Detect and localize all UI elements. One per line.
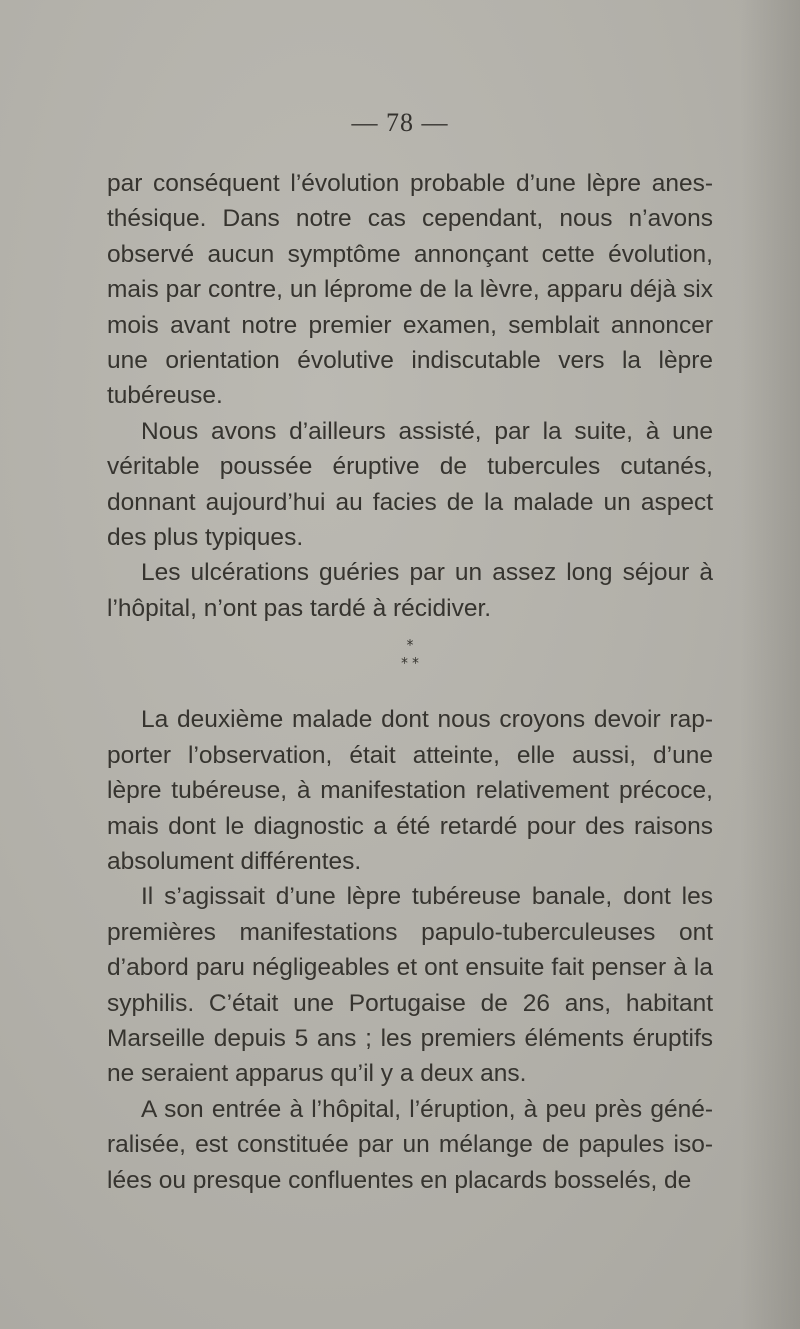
section-separator-asterism [107, 626, 713, 702]
paragraph: La deuxième malade dont nous croyons devoir rapporter l’observation, était atteinte, elle aussi, d’une lèpre tubéreuse, à manifestation relativement précoce, mais dont le diagnostic a été retardé pour des raisons absolument différentes. [107, 706, 713, 875]
asterism-bottom: * * [401, 654, 419, 673]
page-edge-shadow [740, 0, 800, 1329]
asterism-top: * [406, 636, 414, 655]
paragraph: Les ulcérations guéries par un assez long séjour à l’hôpital, n’ont pas tardé à récidiver. [107, 559, 713, 622]
paragraph: A son entrée à l’hôpital, l’éruption, à peu près généralisée, est constituée par un mélange de papules isolées ou presque confluentes en placards bosselés, de [107, 1095, 713, 1194]
page-number: — 78 — [351, 108, 449, 137]
paragraph: Nous avons d’ailleurs assisté, par la suite, à une véritable poussée éruptive de tubercules cutanés, donnant aujourd’hui au facies de la malade un aspect des plus typiques. [107, 417, 713, 552]
paragraph: Il s’agissait d’une lèpre tubéreuse banale, dont les premières manifestations papulo-tuberculeuses ont d’abord paru négligeables et ont ensuite fait penser à la syphilis. C’était une Portugaise de 26 ans, habitant Marseille depuis 5 ans ; les premiers éléments éruptifs ne seraient apparus qu’il y a deux ans. [107, 883, 713, 1088]
body-text [107, 166, 713, 1198]
paragraph-continuation: par conséquent l’évolution probable d’une lèpre anesthésique. Dans notre cas cependant, nous n’avons observé aucun symptôme annonçant cette évolution, mais par contre, un léprome de la lèvre, apparu déjà six mois avant notre premier examen, semblait annoncer une orientation évolutive indiscutable vers la lèpre tubéreuse. [107, 170, 713, 410]
